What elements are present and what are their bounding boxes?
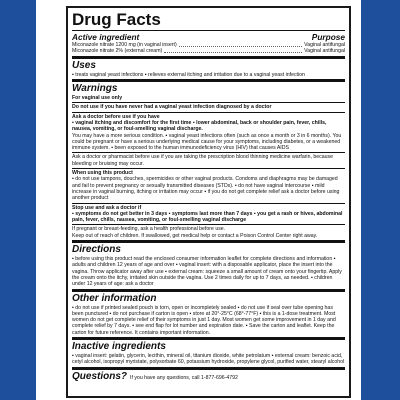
warnings-heading: Warnings (72, 83, 118, 95)
ask-pharmacist-text: Ask a doctor or pharmacist before use if you are taking the prescription blood thinning medicine warfarin, because bleeding or bruising may occur. (72, 154, 333, 167)
directions-heading: Directions (72, 244, 121, 256)
left-blue-background (0, 0, 36, 400)
stop-use-text: ▪ symptoms do not get better in 3 days ▪ symptoms last more than 7 days ▪ you get a rash or hives, abdominal pain, fever, chills, nausea, vomiting, or foul-smelling vaginal discharge (72, 210, 343, 224)
other-information-heading: Other information (72, 292, 157, 304)
divider (72, 102, 345, 103)
active-ingredient-1: Miconazole nitrate 1200 mg (in vaginal insert) (72, 42, 177, 48)
purpose-heading: Purpose (311, 32, 345, 42)
when-using-heading: When using this product (72, 170, 133, 177)
active-ingredient-header (72, 32, 345, 42)
drug-facts-title: Drug Facts (72, 10, 161, 29)
uses-text: ▪ treats vaginal yeast infections ▪ relieves external itching and irritation due to a vaginal yeast infection (72, 71, 305, 78)
section-divider (72, 240, 345, 243)
when-using-text: ▪ do not use tampons, douches, spermicides or other vaginal products. Condoms and diaphragms may be damaged and fail to prevent pregnancy or sexually transmitted diseases (STDs). ▪ do not have vaginal intercourse ▪ mild increase in vaginal burning, itching or irritation may occur ▪ if you do not get complete relief ask a doctor before using another product (72, 176, 340, 202)
inactive-ingredients-heading: Inactive ingredients (72, 341, 166, 353)
divider (72, 203, 345, 204)
purpose-1: Vaginal antifungal (304, 42, 345, 48)
questions-heading: Questions? (72, 370, 128, 382)
not-diagnosed-warning: Do not use if you have never had a vaginal yeast infection diagnosed by a doctor (72, 104, 272, 111)
divider (72, 30, 345, 31)
section-divider (72, 56, 345, 59)
divider (72, 152, 345, 153)
inactive-ingredients-text: ▪ vaginal insert: gelatin, glycerin, lecithin, mineral oil, titanium dioxide, white petrolatum ▪ external cream: benzoic acid, cetyl alcohol, isopropyl myristate, polysorbate 60, potassium hydroxide, propylene glycol, purified water, stearyl alcohol (72, 353, 345, 366)
active-ingredient-heading: Active ingredient (72, 32, 140, 42)
section-divider (72, 289, 345, 292)
other-information-text: ▪ do not use if printed sealed pouch is torn, open or incompletely sealed ▪ do not use if seal over tube opening has been punctured ▪ do not purchase if carton is open ▪ store at 20°-25°C (68°-77°F) ▪ this is a 1-dose treatment. Most women do not get complete relief of their symptoms in just 1 day. Most women get some improvement in 1 day and complete relief by 7 days. ▪ see end flap for lot number and expiration date. ▪ Save the carton and leaflet. Keep the carton for future reference. It contains important information. (72, 304, 336, 336)
children-warning: Keep out of reach of children. If swallowed, get medical help or contact a Poison Control Center right away. (72, 232, 318, 239)
questions-row (72, 371, 345, 383)
section-divider (72, 79, 345, 82)
ask-doctor-text-1: ▪ vaginal itching and discomfort for the first time ▪ lower abdominal, back or shoulder pain, fever, chills, nausea, vomiting, or foul-smelling vaginal discharge. (72, 120, 327, 133)
vaginal-use-only: For vaginal use only (72, 95, 123, 102)
active-ingredient-2: Miconazole nitrate 2% (external cream) (72, 48, 163, 55)
leader-dots (164, 48, 302, 53)
drug-facts-label (66, 6, 351, 398)
stop-use-heading: Stop use and ask a doctor if (72, 204, 142, 211)
ask-doctor-text-2: You may have a more serious condition. ▪ vaginal yeast infections often (such as once a month or 3 in 6 months). You could be pregnant or have a serious underlying medical cause for your symptoms, including diabetes, or a weakened immune system. ▪ been exposed to the human immunodeficiency virus (HIV) that causes AIDS (72, 132, 342, 152)
ask-doctor-heading: Ask a doctor before use if you have (72, 113, 160, 120)
divider (72, 112, 345, 113)
purpose-2: Vaginal antifungal (304, 48, 345, 55)
questions-text: If you have any questions, call 1-877-696-4792 (130, 374, 238, 381)
section-divider (72, 367, 345, 370)
divider (72, 168, 345, 169)
divider (72, 224, 345, 225)
active-row-2 (72, 48, 345, 54)
pregnancy-warning: If pregnant or breast-feeding, ask a health professional before use. (72, 226, 226, 233)
uses-heading: Uses (72, 59, 96, 71)
directions-text: ▪ before using this product read the enclosed consumer information leaflet for complete directions and information ▪ adults and children 12 years of age and over ▪ vaginal insert: with a disposable applicator, place the insert into the vagina. Throw applicator away after use ▪ external cream: squeeze a small amount of cream onto your fingertip. Apply the cream onto the itchy, irritated skin outside the vagina. Use 2 times daily for up to 7 days, as needed. ▪ children under 12 years of age: ask a doctor (72, 256, 342, 288)
leader-dots (179, 42, 302, 47)
right-blue-background (361, 0, 400, 400)
section-divider (72, 337, 345, 340)
